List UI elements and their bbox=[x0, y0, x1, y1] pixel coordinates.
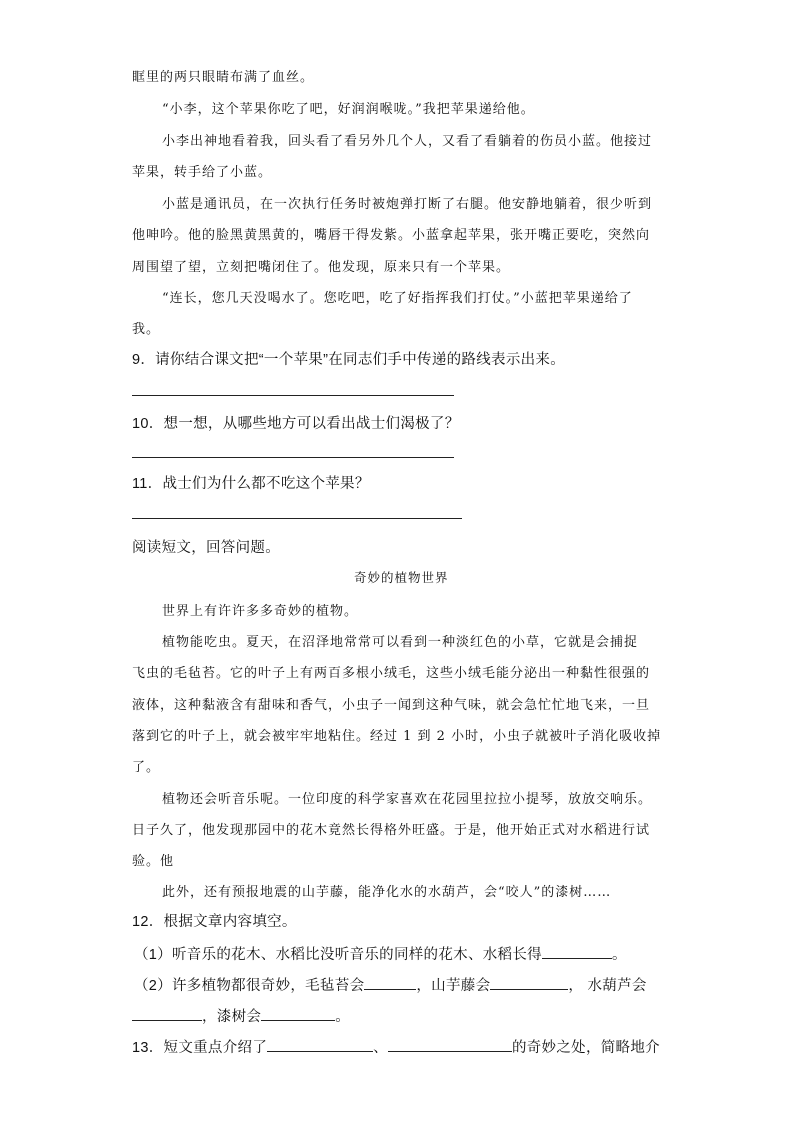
question-12-1-end: 。 bbox=[611, 947, 627, 963]
story-paragraph-line: 眶里的两只眼睛布满了血丝。 bbox=[132, 70, 315, 85]
question-13-text: 的奇妙之处，简略地介 bbox=[511, 1040, 660, 1056]
fill-blank[interactable] bbox=[261, 1006, 335, 1021]
answer-line-q10[interactable] bbox=[132, 457, 454, 458]
question-13-text: 、 bbox=[373, 1040, 388, 1056]
passage-line: 植物能吃虫。夏天，在沼泽地常常可以看到一种淡红色的小草，它就是会捕捉 bbox=[162, 635, 639, 650]
story-paragraph-line: 周围望了望，立刻把嘴闭住了。他发现，原来只有一个苹果。 bbox=[132, 260, 511, 275]
passage-line: 液体，这种黏液含有甜味和香气，小虫子一闻到这种气味，就会急忙忙地飞来，一旦 bbox=[132, 698, 651, 713]
question-13-text: 13．短文重点介绍了 bbox=[132, 1040, 268, 1056]
fill-blank[interactable] bbox=[490, 975, 568, 990]
question-12-2-cont bbox=[132, 1005, 350, 1026]
story-paragraph-line: 我。 bbox=[132, 322, 161, 337]
question-13 bbox=[132, 1036, 660, 1057]
question-10: 10．想一想，从哪些地方可以看出战士们渴极了？ bbox=[132, 416, 460, 432]
question-12-2-text: ， 水葫芦会 bbox=[568, 978, 647, 994]
question-9: 9．请你结合课文把“一个苹果”在同志们手中传递的路线表示出来。 bbox=[132, 352, 566, 368]
story-paragraph-line: “连长，您几天没喝水了。您吃吧，吃了好指挥我们打仗。”小蓝把苹果递给了 bbox=[162, 291, 633, 306]
question-12-2 bbox=[134, 974, 647, 995]
passage-line: 落到它的叶子上，就会被牢牢地粘住。经过 1 到 2 小时，小虫子就被叶子消化吸收掉 bbox=[132, 729, 662, 744]
passage-line: 世界上有许许多多奇妙的植物。 bbox=[162, 604, 359, 619]
question-12-2-end: 。 bbox=[335, 1009, 351, 1025]
answer-line-q9[interactable] bbox=[132, 395, 454, 396]
passage-line: 此外，还有预报地震的山芋藤，能净化水的水葫芦，会“咬人”的漆树…… bbox=[162, 885, 612, 900]
question-12-2-text: ，漆树会 bbox=[202, 1009, 262, 1025]
story-paragraph-line: 他呻吟。他的脸黑黄黑黄的，嘴唇干得发紫。小蓝拿起苹果，张开嘴正要吃，突然向 bbox=[132, 228, 651, 243]
question-11: 11．战士们为什么都不吃这个苹果？ bbox=[132, 476, 370, 492]
fill-blank[interactable] bbox=[132, 1006, 202, 1021]
fill-blank[interactable] bbox=[364, 975, 416, 990]
story-paragraph-line: 小蓝是通讯员，在一次执行任务时被炮弹打断了右腿。他安静地躺着，很少听到 bbox=[162, 197, 653, 212]
story-paragraph-line: 小李出神地看着我，回头看了看另外几个人，又看了看躺着的伤员小蓝。他接过 bbox=[162, 134, 653, 149]
passage-line: 了。 bbox=[132, 760, 161, 775]
question-12-2-text: （2）许多植物都很奇妙，毛毡苔会 bbox=[134, 978, 365, 994]
story-paragraph-line: “小李，这个苹果你吃了吧，好润润喉咙。”我把苹果递给他。 bbox=[162, 102, 535, 117]
question-12-2-text: ，山芋藤会 bbox=[416, 978, 491, 994]
section-instruction: 阅读短文，回答问题。 bbox=[132, 540, 280, 556]
answer-line-q11[interactable] bbox=[132, 518, 462, 519]
question-12: 12．根据文章内容填空。 bbox=[132, 914, 297, 930]
passage-line: 植物还会听音乐呢。一位印度的科学家喜欢在花园里拉拉小提琴，放放交响乐。 bbox=[162, 792, 653, 807]
passage-line: 日子久了，他发现那园中的花木竟然长得格外旺盛。于是，他开始正式对水稻进行试 bbox=[132, 823, 651, 838]
fill-blank[interactable] bbox=[542, 944, 612, 959]
passage-title: 奇妙的植物世界 bbox=[354, 570, 449, 585]
passage-line: 飞虫的毛毡苔。它的叶子上有两百多根小绒毛，这些小绒毛能分泌出一种黏性很强的 bbox=[132, 666, 651, 681]
passage-line: 验。他 bbox=[132, 854, 175, 869]
story-paragraph-line: 苹果，转手给了小蓝。 bbox=[132, 165, 273, 180]
fill-blank[interactable] bbox=[388, 1037, 512, 1052]
question-12-1-text: （1）听音乐的花木、水稻比没听音乐的同样的花木、水稻长得 bbox=[134, 947, 542, 963]
question-12-1 bbox=[134, 943, 627, 964]
fill-blank[interactable] bbox=[267, 1037, 373, 1052]
